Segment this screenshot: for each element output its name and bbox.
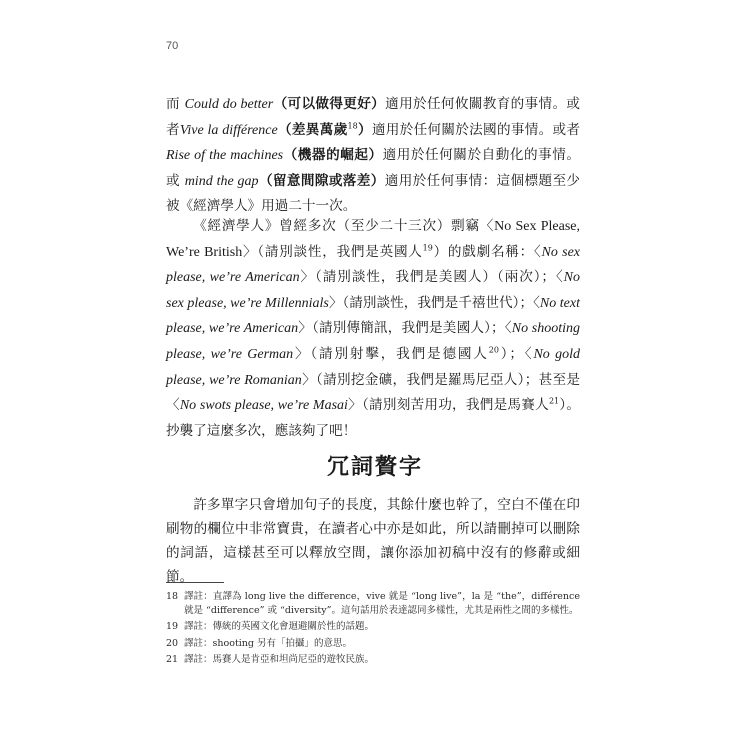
text: 《經濟學人》曾經多次（至少二十三次）剽竊〈: [193, 218, 495, 234]
headline: No sex please, we’re Millennials: [166, 270, 580, 311]
gloss: （差異萬歲: [277, 121, 348, 138]
footnote-body: [184, 590, 580, 617]
text: 〉（請別談性，我們是千禧世代）；〈: [328, 294, 540, 311]
gloss: （留意間隙或落差）: [258, 172, 385, 189]
footnote-label: 譯註：: [184, 591, 213, 602]
text: ）；〈: [498, 345, 534, 362]
footnote-label: 譯註：: [184, 637, 213, 649]
gloss: （可以做得更好）: [273, 96, 386, 112]
footnote-18: [166, 590, 580, 617]
footnote-divider: [166, 582, 224, 583]
footnote-text: 傳統的英國文化會迴避關於性的話題。: [212, 621, 375, 632]
paragraph-3: 許多單字只會增加句子的長度，其餘什麼也幹了，空白不僅在印刷物的欄位中非常寶貴，在讀者心中亦是如此，所以請刪掉可以刪除的詞語，這樣甚至可以釋放空間，讓你添加初稿中沒有的修辭或細節。: [166, 497, 580, 585]
footnote-19: [166, 620, 580, 634]
english-phrase: mind the gap: [184, 173, 259, 189]
headline: No shooting please, we’re German: [166, 321, 580, 362]
footnote-number: 19: [166, 621, 179, 632]
footnotes: [166, 590, 580, 670]
english-phrase: Could do better: [184, 97, 274, 112]
footnote-number: 20: [166, 637, 179, 649]
footnote-number: 18: [166, 591, 179, 602]
text: 適用於任何關於自動化的事情。或: [166, 147, 581, 189]
headline: No swots please, we’re Masai: [179, 398, 348, 414]
text: 適用於任何關於法國的事情。或者: [371, 121, 581, 138]
footnote-body: [184, 620, 580, 634]
paragraph-1: [166, 92, 580, 219]
play-title: No Sex Please, We’re British: [166, 219, 580, 260]
text: 〉（請別挖金礦，我們是羅馬尼亞人）；甚至是〈: [166, 371, 580, 414]
footnote-label: 譯註：: [184, 621, 213, 632]
text: 適用於任何事情：這個標題至少被《經濟學人》用過二十一次。: [166, 172, 581, 215]
gloss: （機器的崛起）: [283, 147, 383, 164]
footnote-ref-20[interactable]: 20: [488, 345, 499, 355]
text: 〉（請別傳簡訊，我們是美國人）；〈: [298, 320, 512, 337]
footnote-20: [166, 637, 580, 651]
headline: No gold please, we’re Romanian: [166, 346, 580, 388]
footnote-body: [184, 637, 580, 651]
footnote-number: 21: [166, 654, 179, 665]
footnote-ref-21[interactable]: 21: [548, 396, 560, 406]
text: 適用於任何攸關教育的事情。或者: [166, 96, 581, 138]
footnote-21: [166, 653, 580, 667]
footnote-text: 直譯為 long live the difference，vive 就是 “long live”，la 是 “the”，différence 就是 “difference” 或 “diversity”。這句話用於表達認同多樣性，尤其是兩性之間的多樣性。: [184, 591, 580, 616]
english-phrase: Rise of the machines: [166, 148, 284, 164]
section-heading: 冗詞贅字: [326, 454, 423, 480]
text: ）的戲劇名稱：〈: [432, 243, 542, 260]
paragraph-2: [166, 214, 580, 443]
english-phrase: Vive la différence: [179, 122, 278, 138]
text: ）。抄襲了這麼多次，應該夠了吧！: [166, 397, 581, 439]
text: 〉（請別談性，我們是美國人）（兩次）；〈: [299, 269, 564, 286]
footnote-text: shooting 另有「拍攝」的意思。: [212, 637, 353, 649]
footnote-body: [184, 653, 580, 667]
text: 〉（請別射擊，我們是德國人: [293, 345, 489, 362]
text: 〉（請別談性，我們是英國人: [242, 243, 423, 260]
page-number: 70: [166, 40, 179, 52]
footnote-text: 馬賽人是肯亞和坦尚尼亞的遊牧民族。: [212, 654, 375, 665]
text: 〉（請別刻苦用功，我們是馬賽人: [347, 397, 549, 414]
footnote-ref-19[interactable]: 19: [422, 243, 433, 253]
footnote-ref-18[interactable]: 18: [347, 121, 358, 131]
text: 而: [166, 96, 185, 112]
footnote-label: 譯註：: [184, 654, 213, 665]
headline: No sex please, we’re American: [166, 244, 580, 286]
gloss: ）: [357, 121, 372, 138]
headline: No text please, we’re American: [166, 295, 580, 337]
